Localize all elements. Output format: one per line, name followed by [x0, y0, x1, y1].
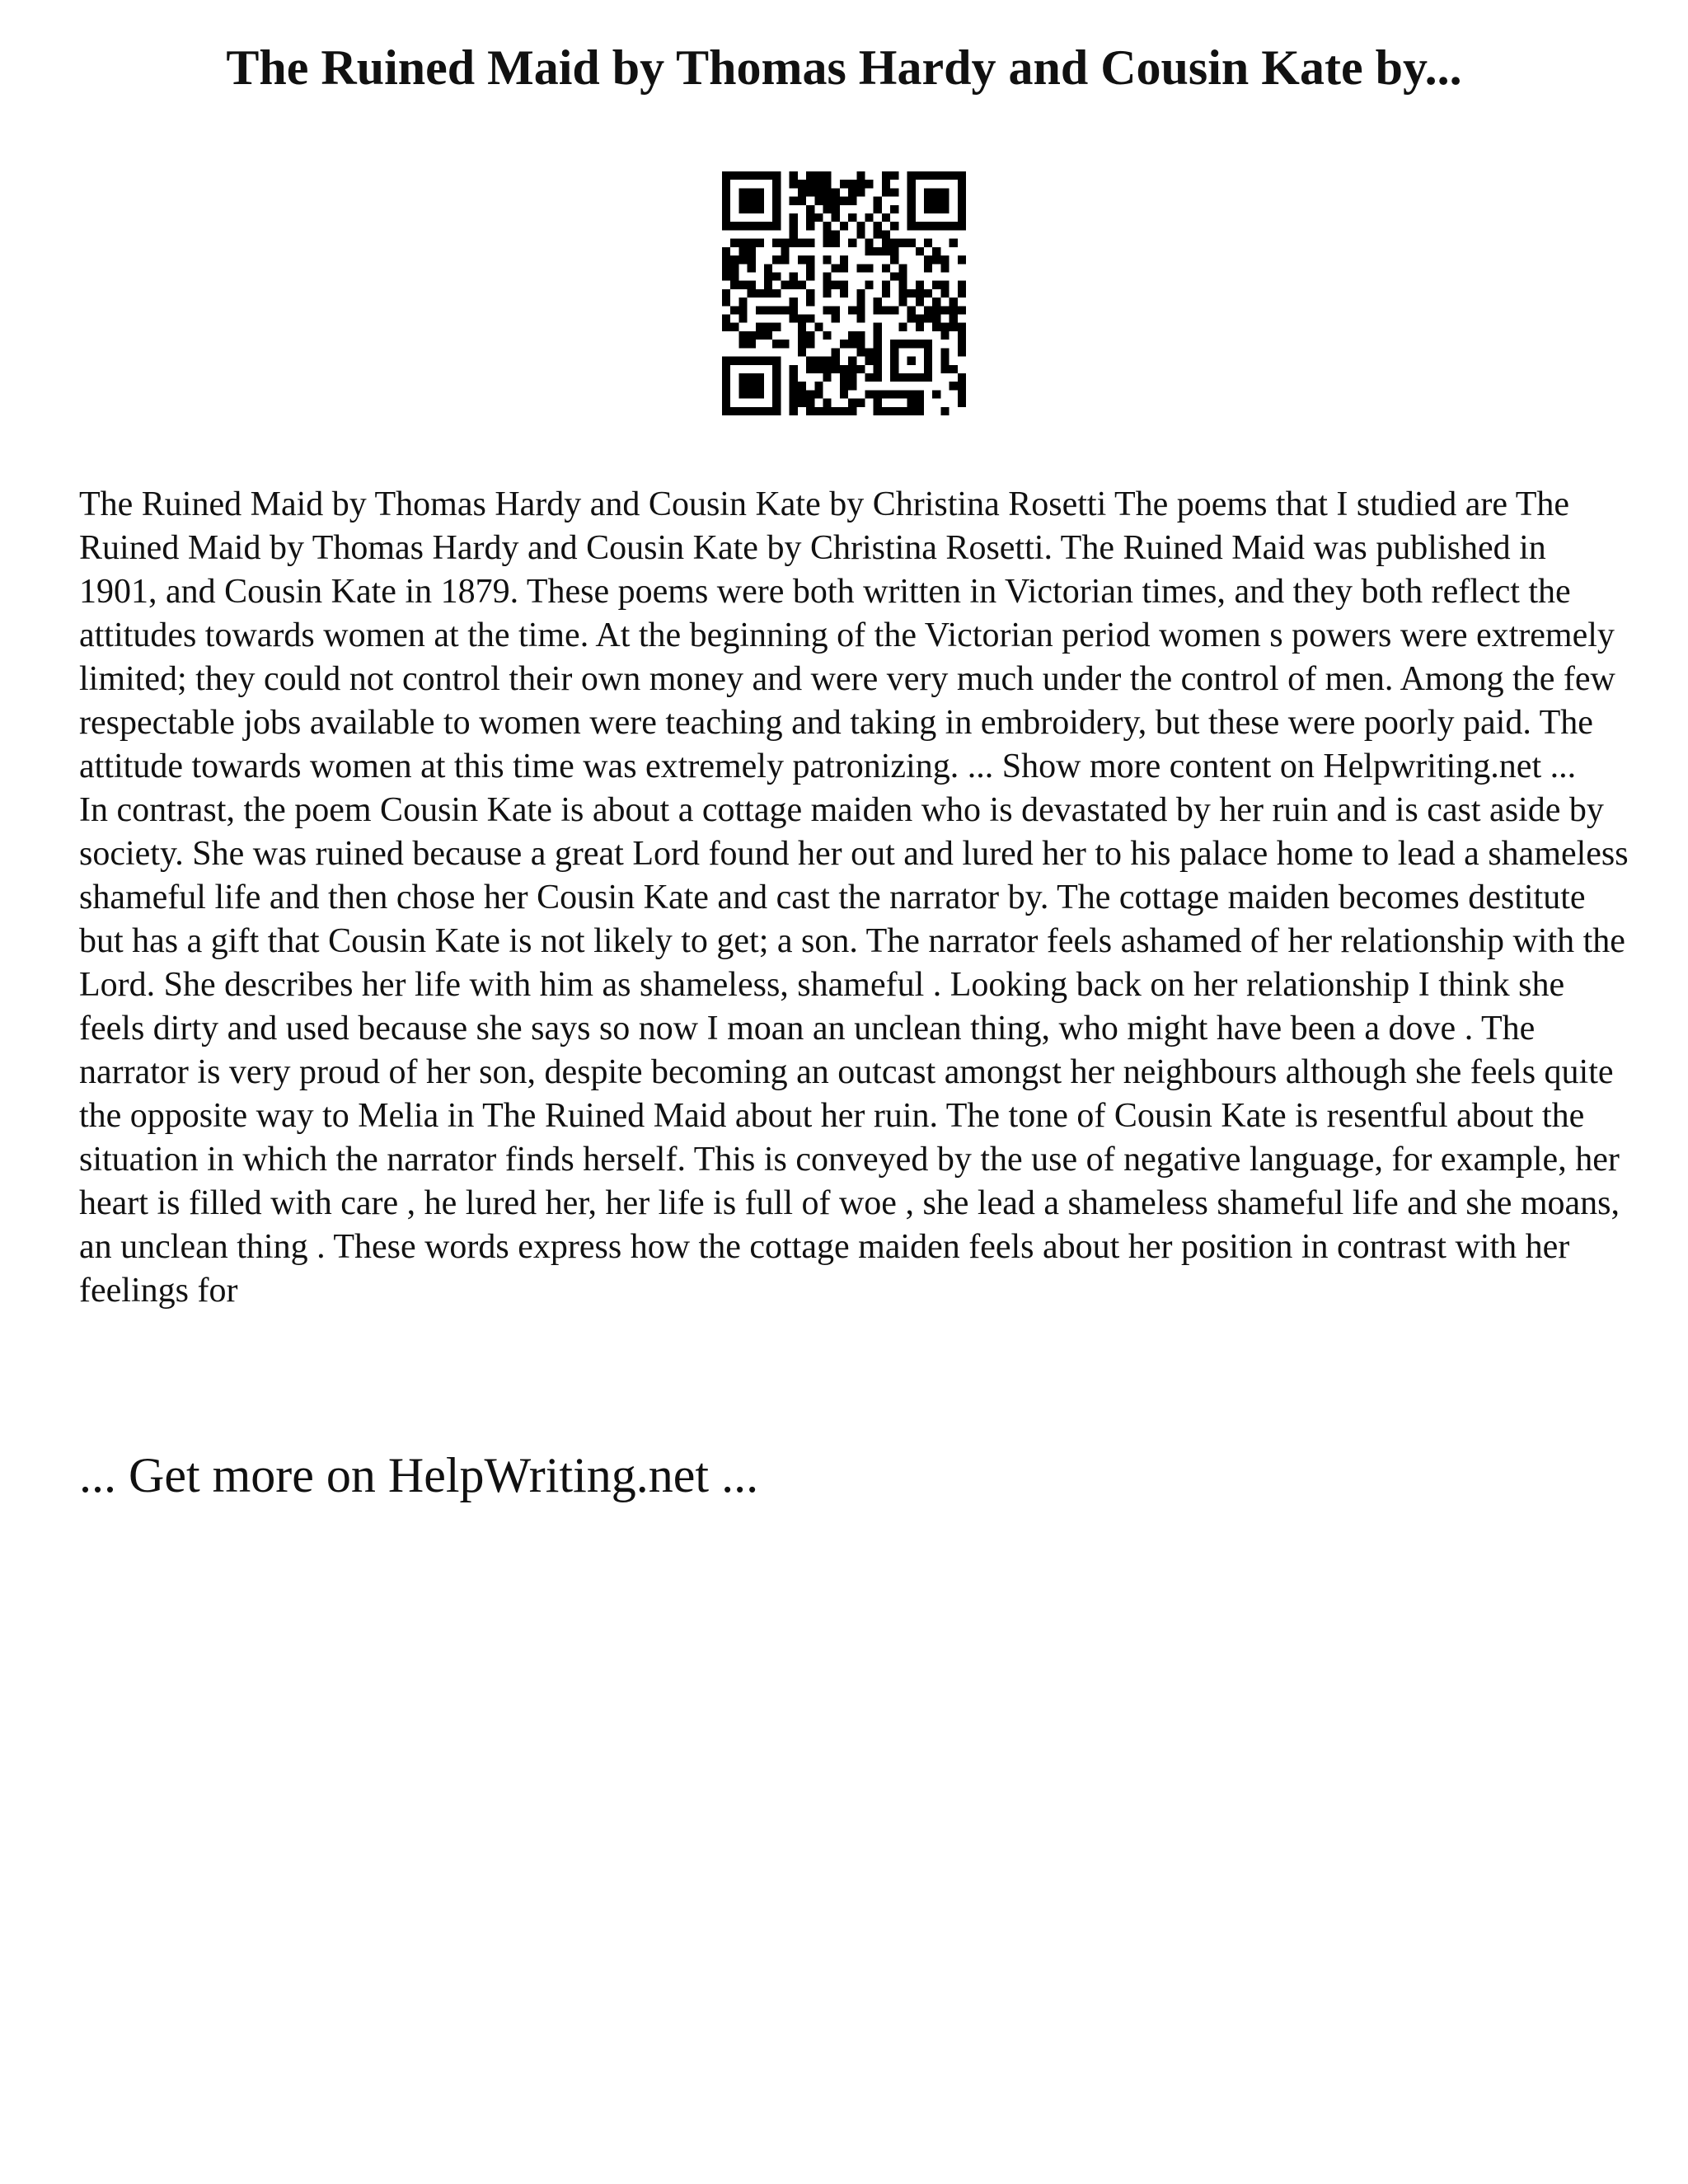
qr-code-icon [722, 171, 966, 415]
document-title: The Ruined Maid by Thomas Hardy and Cousin Kate by... [226, 40, 1462, 95]
get-more-link[interactable]: ... Get more on HelpWriting.net ... [79, 1448, 759, 1502]
paragraph-analysis: In contrast, the poem Cousin Kate is about a cottage maiden who is devastated by her ruin and is cast aside by society. She was ruined because a great Lord found her out and lured her to his palace home to lead a shameless shameful life and then chose her Cousin Kate and cast the narrator by. The cottage maiden becomes destitute but has a gift that Cousin Kate is not likely to get; a son. The narrator feels ashamed of her relationship with the Lord. She describes her life with him as shameless, shameful . Looking back on her relationship I think she feels dirty and used because she says so now I moan an unclean thing, who might have been a dove . The narrator is very proud of her son, despite becoming an outcast amongst her neighbours although she feels quite the opposite way to Melia in The Ruined Maid about her ruin. The tone of Cousin Kate is resentful about the situation in which the narrator finds herself. This is conveyed by the use of negative language, for example, her heart is filled with care , he lured her, her life is full of woe , she lead a shameless shameful life and she moans, an unclean thing . These words express how the cottage maiden feels about her position in contrast with her feelings for [79, 791, 1629, 1310]
paragraph-intro: The Ruined Maid by Thomas Hardy and Cousin Kate by Christina Rosetti The poems that I studied are The Ruined Maid by Thomas Hardy and Cousin Kate by Christina Rosetti. The Ruined Maid was published in 1901, and Cousin Kate in 1879. These poems were both written in Victorian times, and they both reflect the attitudes towards women at the time. At the beginning of the Victorian period women s powers were extremely limited; they could not control their own money and were very much under the control of men. Among the few respectable jobs available to women were teaching and taking in embroidery, but these were poorly paid. The attitude towards women at this time was extremely patronizing. ... Show more content on Helpwriting.net ... [79, 485, 1615, 785]
document-body [79, 483, 1629, 1313]
